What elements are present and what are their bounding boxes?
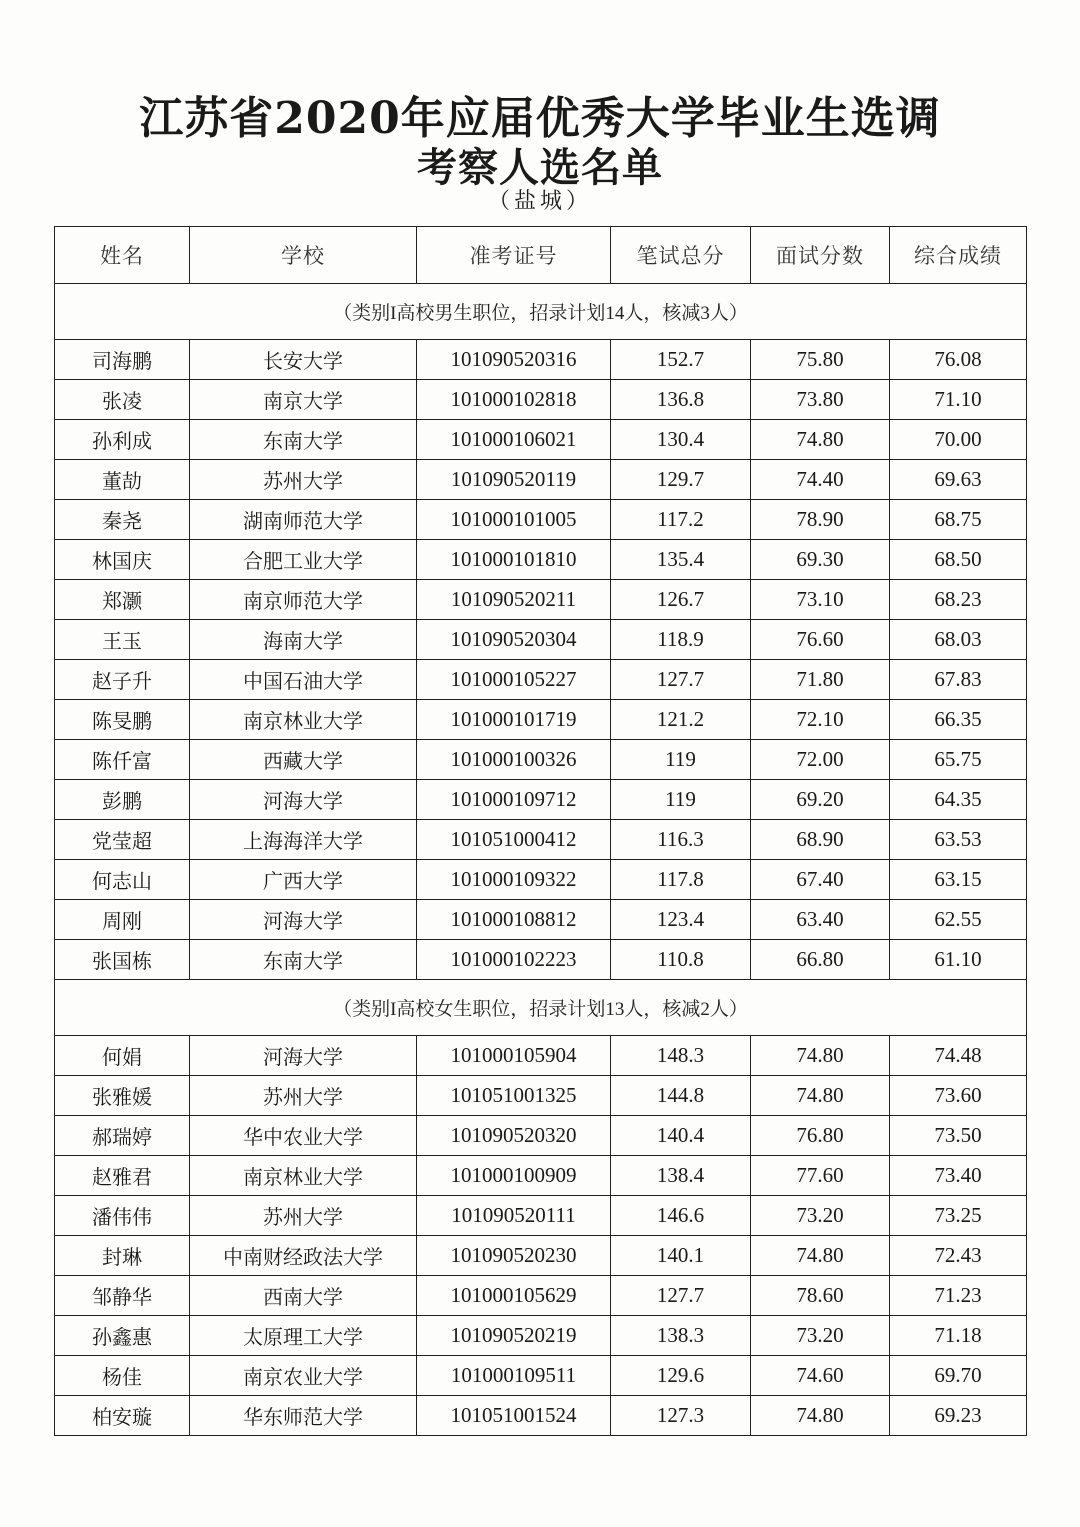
cell-total-score: 69.23 [890,1396,1027,1436]
cell-name: 孙鑫惠 [55,1316,190,1356]
cell-written-score: 130.4 [611,420,751,460]
table-row [55,1236,1027,1276]
cell-exam-id: 101000109322 [417,860,611,900]
cell-written-score: 126.7 [611,580,751,620]
table-row [55,780,1027,820]
cell-written-score: 140.1 [611,1236,751,1276]
cell-interview-score: 73.80 [751,380,890,420]
cell-name: 郑灏 [55,580,190,620]
cell-total-score: 69.63 [890,460,1027,500]
cell-school: 河海大学 [190,900,417,940]
cell-exam-id: 101000101810 [417,540,611,580]
cell-exam-id: 101051000412 [417,820,611,860]
cell-interview-score: 67.40 [751,860,890,900]
cell-exam-id: 101090520111 [417,1196,611,1236]
cell-interview-score: 74.80 [751,1076,890,1116]
cell-total-score: 69.70 [890,1356,1027,1396]
cell-interview-score: 63.40 [751,900,890,940]
cell-written-score: 110.8 [611,940,751,980]
table-row [55,1156,1027,1196]
cell-school: 华东师范大学 [190,1396,417,1436]
cell-name: 赵雅君 [55,1156,190,1196]
table-row [55,460,1027,500]
cell-exam-id: 101000102818 [417,380,611,420]
cell-exam-id: 101090520119 [417,460,611,500]
cell-name: 张雅媛 [55,1076,190,1116]
cell-exam-id: 101000109511 [417,1356,611,1396]
header-total-score: 综合成绩 [890,227,1027,284]
cell-name: 王玉 [55,620,190,660]
table-row [55,860,1027,900]
cell-total-score: 76.08 [890,340,1027,380]
cell-name: 郝瑞婷 [55,1116,190,1156]
table-row [55,1036,1027,1076]
cell-total-score: 64.35 [890,780,1027,820]
cell-school: 西南大学 [190,1276,417,1316]
cell-total-score: 68.03 [890,620,1027,660]
table-row [55,940,1027,980]
cell-interview-score: 74.80 [751,1396,890,1436]
cell-school: 东南大学 [190,420,417,460]
cell-name: 陈旻鹏 [55,700,190,740]
cell-interview-score: 74.80 [751,1036,890,1076]
cell-school: 南京师范大学 [190,580,417,620]
cell-interview-score: 78.90 [751,500,890,540]
cell-exam-id: 101000108812 [417,900,611,940]
cell-exam-id: 101051001524 [417,1396,611,1436]
header-school: 学校 [190,227,417,284]
cell-exam-id: 101000109712 [417,780,611,820]
cell-school: 苏州大学 [190,1196,417,1236]
cell-written-score: 140.4 [611,1116,751,1156]
cell-exam-id: 101000100326 [417,740,611,780]
cell-school: 合肥工业大学 [190,540,417,580]
cell-school: 河海大学 [190,780,417,820]
header-name: 姓名 [55,227,190,284]
cell-school: 苏州大学 [190,460,417,500]
cell-total-score: 73.50 [890,1116,1027,1156]
cell-school: 湖南师范大学 [190,500,417,540]
document-title: 江苏省2020年应届优秀大学毕业生选调 [139,93,941,144]
candidate-table [54,226,1027,1436]
cell-interview-score: 74.40 [751,460,890,500]
cell-total-score: 71.23 [890,1276,1027,1316]
cell-interview-score: 74.60 [751,1356,890,1396]
header-exam-id: 准考证号 [417,227,611,284]
cell-name: 赵子升 [55,660,190,700]
table-row [55,500,1027,540]
cell-total-score: 62.55 [890,900,1027,940]
cell-total-score: 73.60 [890,1076,1027,1116]
cell-written-score: 117.8 [611,860,751,900]
cell-exam-id: 101000102223 [417,940,611,980]
cell-written-score: 144.8 [611,1076,751,1116]
table-row [55,900,1027,940]
cell-name: 孙利成 [55,420,190,460]
cell-school: 中南财经政法大学 [190,1236,417,1276]
table-row [55,380,1027,420]
cell-school: 中国石油大学 [190,660,417,700]
table-row [55,1076,1027,1116]
table-row [55,1356,1027,1396]
cell-name: 何志山 [55,860,190,900]
cell-name: 秦尧 [55,500,190,540]
cell-written-score: 148.3 [611,1036,751,1076]
table-row [55,820,1027,860]
header-written-score: 笔试总分 [611,227,751,284]
cell-name: 林国庆 [55,540,190,580]
cell-written-score: 117.2 [611,500,751,540]
cell-interview-score: 73.20 [751,1316,890,1356]
cell-exam-id: 101090520219 [417,1316,611,1356]
cell-total-score: 73.40 [890,1156,1027,1196]
cell-interview-score: 72.10 [751,700,890,740]
cell-school: 华中农业大学 [190,1116,417,1156]
cell-school: 南京林业大学 [190,1156,417,1196]
table-row [55,1196,1027,1236]
cell-written-score: 138.3 [611,1316,751,1356]
cell-interview-score: 71.80 [751,660,890,700]
cell-name: 潘伟伟 [55,1196,190,1236]
cell-exam-id: 101000105629 [417,1276,611,1316]
cell-interview-score: 78.60 [751,1276,890,1316]
cell-interview-score: 74.80 [751,420,890,460]
table-row [55,1396,1027,1436]
cell-total-score: 67.83 [890,660,1027,700]
cell-written-score: 127.7 [611,660,751,700]
cell-total-score: 71.18 [890,1316,1027,1356]
category-label: （类别I高校女生职位，招录计划13人，核减2人） [55,980,1027,1036]
cell-interview-score: 77.60 [751,1156,890,1196]
cell-name: 杨佳 [55,1356,190,1396]
cell-written-score: 135.4 [611,540,751,580]
region-subtitle: （盐城） [487,189,592,214]
cell-interview-score: 76.60 [751,620,890,660]
cell-total-score: 70.00 [890,420,1027,460]
cell-name: 张凌 [55,380,190,420]
table-row [55,620,1027,660]
table-row [55,540,1027,580]
cell-school: 海南大学 [190,620,417,660]
cell-written-score: 119 [611,740,751,780]
cell-interview-score: 73.20 [751,1196,890,1236]
cell-exam-id: 101000101719 [417,700,611,740]
cell-total-score: 72.43 [890,1236,1027,1276]
cell-interview-score: 68.90 [751,820,890,860]
category-label: （类别I高校男生职位，招录计划14人，核减3人） [55,284,1027,340]
cell-total-score: 61.10 [890,940,1027,980]
cell-written-score: 136.8 [611,380,751,420]
cell-written-score: 152.7 [611,340,751,380]
cell-interview-score: 69.30 [751,540,890,580]
table-row [55,1116,1027,1156]
cell-written-score: 127.7 [611,1276,751,1316]
cell-exam-id: 101000105904 [417,1036,611,1076]
cell-school: 南京大学 [190,380,417,420]
table-row [55,340,1027,380]
cell-name: 柏安璇 [55,1396,190,1436]
cell-name: 彭鹏 [55,780,190,820]
cell-total-score: 73.25 [890,1196,1027,1236]
cell-exam-id: 101000101005 [417,500,611,540]
cell-total-score: 71.10 [890,380,1027,420]
cell-school: 西藏大学 [190,740,417,780]
cell-written-score: 138.4 [611,1156,751,1196]
table-row [55,580,1027,620]
cell-total-score: 68.75 [890,500,1027,540]
cell-name: 封琳 [55,1236,190,1276]
cell-written-score: 129.6 [611,1356,751,1396]
cell-written-score: 146.6 [611,1196,751,1236]
cell-school: 上海海洋大学 [190,820,417,860]
cell-interview-score: 69.20 [751,780,890,820]
cell-total-score: 63.53 [890,820,1027,860]
table-row [55,420,1027,460]
cell-school: 河海大学 [190,1036,417,1076]
cell-name: 张国栋 [55,940,190,980]
category-row [55,980,1027,1036]
cell-school: 南京林业大学 [190,700,417,740]
cell-total-score: 65.75 [890,740,1027,780]
table-header-row [55,227,1027,284]
cell-exam-id: 101090520211 [417,580,611,620]
cell-name: 周刚 [55,900,190,940]
table-row [55,1316,1027,1356]
cell-total-score: 74.48 [890,1036,1027,1076]
cell-school: 苏州大学 [190,1076,417,1116]
category-row [55,284,1027,340]
cell-name: 何娟 [55,1036,190,1076]
header-interview-score: 面试分数 [751,227,890,284]
cell-total-score: 66.35 [890,700,1027,740]
cell-school: 广西大学 [190,860,417,900]
cell-interview-score: 66.80 [751,940,890,980]
cell-interview-score: 73.10 [751,580,890,620]
cell-total-score: 68.50 [890,540,1027,580]
cell-exam-id: 101090520320 [417,1116,611,1156]
cell-written-score: 129.7 [611,460,751,500]
cell-school: 长安大学 [190,340,417,380]
table-row [55,660,1027,700]
cell-interview-score: 76.80 [751,1116,890,1156]
cell-school: 太原理工大学 [190,1316,417,1356]
table-row [55,740,1027,780]
cell-exam-id: 101000100909 [417,1156,611,1196]
cell-name: 董劼 [55,460,190,500]
table-row [55,1276,1027,1316]
cell-exam-id: 101000106021 [417,420,611,460]
cell-total-score: 63.15 [890,860,1027,900]
cell-name: 陈仟富 [55,740,190,780]
cell-written-score: 121.2 [611,700,751,740]
cell-written-score: 123.4 [611,900,751,940]
table-body [55,284,1027,1436]
cell-exam-id: 101090520316 [417,340,611,380]
cell-exam-id: 101090520230 [417,1236,611,1276]
cell-school: 东南大学 [190,940,417,980]
table-row [55,700,1027,740]
cell-interview-score: 75.80 [751,340,890,380]
cell-school: 南京农业大学 [190,1356,417,1396]
cell-interview-score: 74.80 [751,1236,890,1276]
cell-total-score: 68.23 [890,580,1027,620]
cell-exam-id: 101051001325 [417,1076,611,1116]
cell-written-score: 118.9 [611,620,751,660]
cell-name: 党莹超 [55,820,190,860]
cell-written-score: 127.3 [611,1396,751,1436]
cell-exam-id: 101000105227 [417,660,611,700]
cell-written-score: 119 [611,780,751,820]
cell-name: 邹静华 [55,1276,190,1316]
cell-interview-score: 72.00 [751,740,890,780]
document-title-line2: 考察人选名单 [417,144,663,191]
cell-written-score: 116.3 [611,820,751,860]
cell-exam-id: 101090520304 [417,620,611,660]
cell-name: 司海鹏 [55,340,190,380]
